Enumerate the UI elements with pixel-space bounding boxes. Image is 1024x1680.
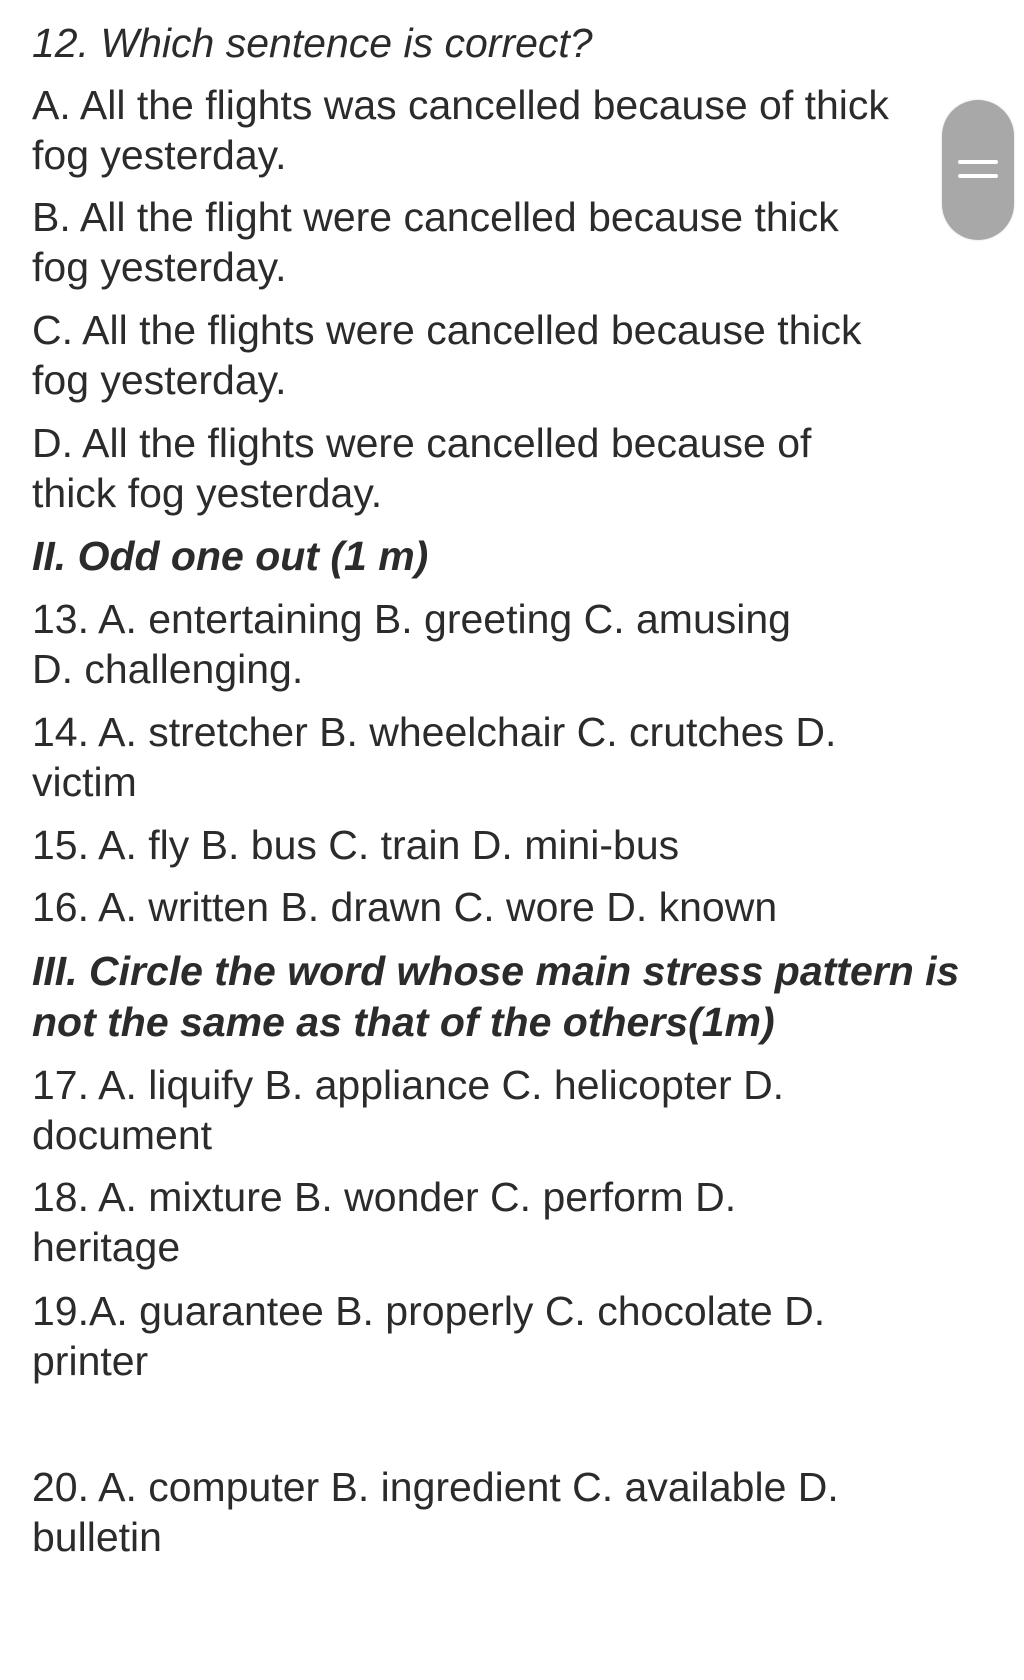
question-12-option-b-line-1: B. All the flight were cancelled because thick bbox=[32, 194, 839, 240]
question-12-option-c-line-2: fog yesterday. bbox=[32, 357, 287, 403]
question-16: 16. A. written B. drawn C. wore D. known bbox=[32, 884, 778, 930]
section-2-heading: II. Odd one out (1 m) bbox=[32, 533, 429, 579]
grip-line-top bbox=[958, 160, 998, 164]
question-12-option-a-line-2: fog yesterday. bbox=[32, 132, 287, 178]
question-17-line-2: document bbox=[32, 1112, 213, 1158]
question-19-line-1: 19.A. guarantee B. properly C. chocolate D. bbox=[32, 1288, 826, 1334]
question-13-line-2: D. challenging. bbox=[32, 646, 304, 692]
question-12-option-d-line-2: thick fog yesterday. bbox=[32, 470, 383, 516]
question-14-line-2: victim bbox=[32, 759, 137, 805]
question-20-line-1: 20. A. computer B. ingredient C. available D. bbox=[32, 1464, 839, 1510]
question-12-title: 12. Which sentence is correct? bbox=[32, 20, 593, 66]
drag-handle-icon[interactable] bbox=[942, 100, 1014, 240]
question-14-line-1: 14. A. stretcher B. wheelchair C. crutches D. bbox=[32, 709, 837, 755]
grip-line-bottom bbox=[958, 174, 998, 178]
section-3-heading-line-2: not the same as that of the others(1m) bbox=[32, 999, 775, 1045]
section-3-heading-line-1: III. Circle the word whose main stress pattern is bbox=[32, 948, 960, 994]
question-19-line-2: printer bbox=[32, 1338, 149, 1384]
question-13-line-1: 13. A. entertaining B. greeting C. amusing bbox=[32, 596, 791, 642]
question-12-option-c-line-1: C. All the flights were cancelled because thick bbox=[32, 307, 862, 353]
question-15: 15. A. fly B. bus C. train D. mini-bus bbox=[32, 822, 680, 868]
question-12-option-a-line-1: A. All the flights was cancelled because of thick bbox=[32, 82, 889, 128]
question-12-option-d-line-1: D. All the flights were cancelled because of bbox=[32, 420, 812, 466]
question-12-option-b-line-2: fog yesterday. bbox=[32, 244, 287, 290]
question-18-line-2: heritage bbox=[32, 1224, 181, 1270]
question-18-line-1: 18. A. mixture B. wonder C. perform D. bbox=[32, 1174, 737, 1220]
question-17-line-1: 17. A. liquify B. appliance C. helicopter D. bbox=[32, 1062, 785, 1108]
question-20-line-2: bulletin bbox=[32, 1514, 162, 1560]
